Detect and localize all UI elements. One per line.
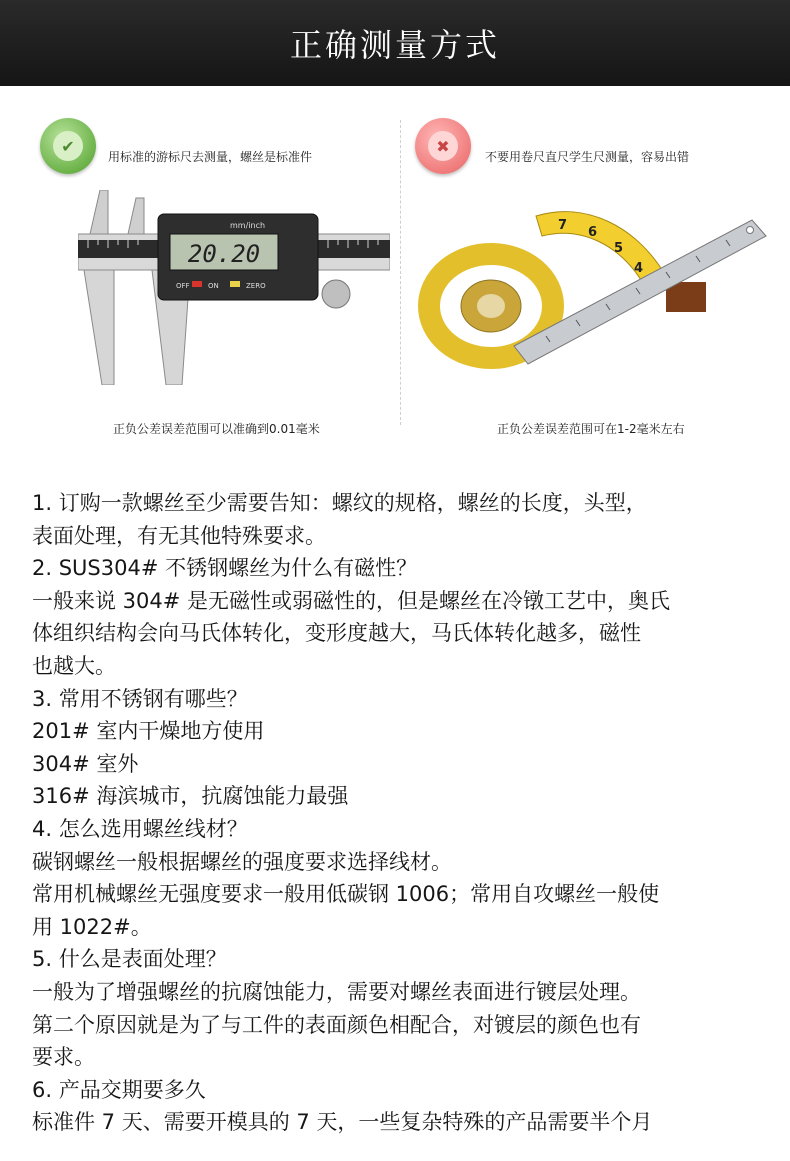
- page-header: [0, 0, 790, 86]
- svg-text:5: 5: [614, 241, 624, 256]
- caliper-unit-label: mm/inch: [230, 221, 266, 230]
- check-badge: [40, 118, 96, 174]
- faq-line: 1. 订购一款螺丝至少需要告知：螺纹的规格，螺丝的长度，头型，: [32, 491, 647, 515]
- correct-method-tolerance: 正负公差误差范围可以准确到0.01毫米: [113, 422, 320, 436]
- faq-line: 表面处理，有无其他特殊要求。: [32, 523, 326, 548]
- faq-line: 201# 室内干燥地方使用: [32, 719, 265, 744]
- faq-line: 碳钢螺丝一般根据螺丝的强度要求选择线材。: [32, 849, 452, 874]
- faq-line: 4. 怎么选用螺丝线材？: [32, 816, 248, 841]
- caliper-zero-label: ZERO: [246, 282, 266, 290]
- faq-line: 第二个原因就是为了与工件的表面颜色相配合，对镀层的颜色也有: [32, 1012, 641, 1037]
- caliper-off-label: OFF: [176, 282, 190, 290]
- svg-text:7: 7: [558, 218, 568, 233]
- faq-line: 316# 海滨城市，抗腐蚀能力最强: [32, 784, 349, 809]
- caliper-on-label: ON: [208, 282, 219, 290]
- faq-line: 常用机械螺丝无强度要求一般用低碳钢 1006；常用自攻螺丝一般使: [32, 882, 660, 907]
- faq-line: 体组织结构会向马氏体转化，变形度越大，马氏体转化越多，磁性: [32, 621, 641, 646]
- faq-line: 304# 室外: [32, 751, 139, 776]
- faq-line: 要求。: [32, 1045, 95, 1070]
- cross-badge: [415, 118, 471, 174]
- check-icon: ✔: [53, 131, 83, 161]
- faq-line: 一般为了增强螺丝的抗腐蚀能力，需要对螺丝表面进行镀层处理。: [32, 979, 641, 1004]
- caliper-reading: 20.20: [187, 240, 261, 268]
- dashed-divider: [400, 120, 401, 425]
- tape-and-ruler-illustration: [416, 196, 768, 376]
- faq-line: 标准件 7 天、需要开模具的 7 天，一些复杂特殊的产品需要半个月: [32, 1110, 653, 1135]
- page-title: 正确测量方式: [289, 26, 500, 64]
- svg-text:4: 4: [634, 261, 644, 276]
- faq-line: 3. 常用不锈钢有哪些？: [32, 686, 248, 711]
- wrong-method-note: 不要用卷尺直尺学生尺测量，容易出错: [485, 150, 690, 164]
- faq-line: 2. SUS304# 不锈钢螺丝为什么有磁性？: [32, 556, 418, 581]
- cross-icon: ✖: [428, 131, 458, 161]
- faq-line: 一般来说 304# 是无磁性或弱磁性的，但是螺丝在冷镦工艺中，奥氏: [32, 588, 671, 613]
- faq-line: 5. 什么是表面处理？: [32, 947, 227, 972]
- faq-line: 6. 产品交期要多久: [32, 1077, 206, 1102]
- wrong-method-tolerance: 正负公差误差范围可在1-2毫米左右: [497, 422, 685, 436]
- faq-line: 用 1022#。: [32, 914, 152, 939]
- faq-text: [32, 487, 772, 1139]
- vernier-caliper-illustration: [78, 190, 390, 385]
- correct-method-note: 用标准的游标尺去测量，螺丝是标准件: [108, 150, 313, 164]
- faq-line: 也越大。: [32, 653, 116, 678]
- svg-text:6: 6: [588, 225, 598, 240]
